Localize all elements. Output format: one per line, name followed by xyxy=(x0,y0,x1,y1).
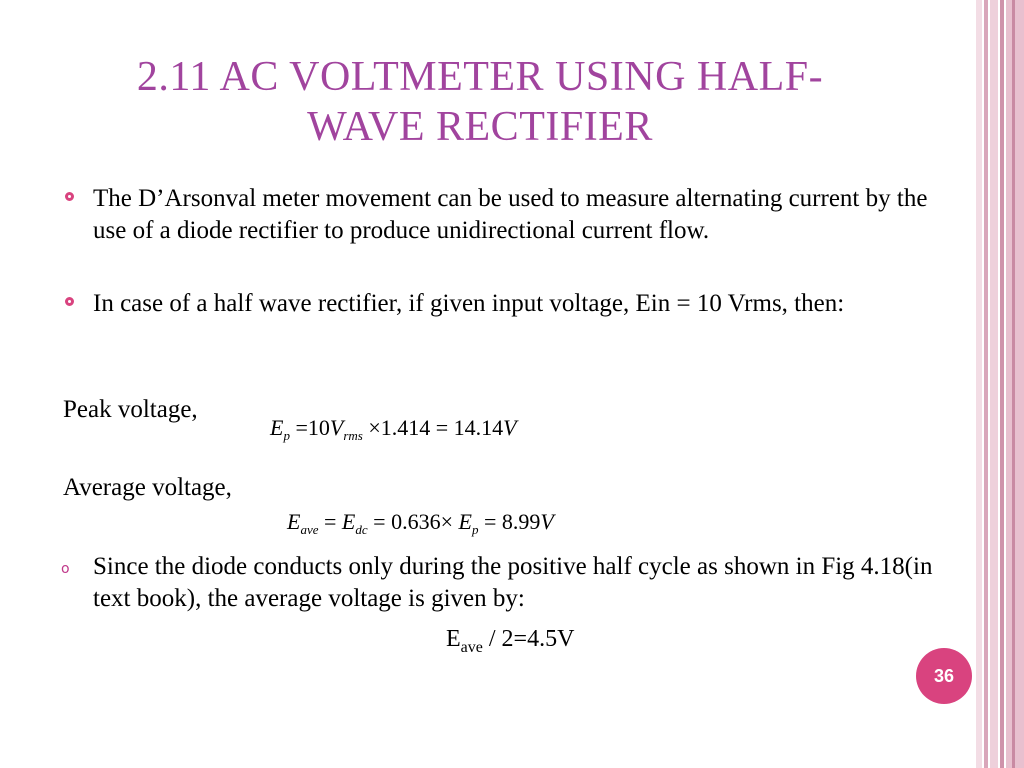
slide-title xyxy=(60,52,900,152)
bullet-item-3 xyxy=(61,551,933,615)
eq-text: = xyxy=(289,415,308,440)
eq-symbol: E xyxy=(458,509,472,534)
stripe xyxy=(984,0,988,768)
eq-subscript: ave xyxy=(300,522,319,537)
bullet-item-2 xyxy=(93,288,933,320)
page-number: 36 xyxy=(933,665,955,686)
slide-title-line1: 2.11 AC VOLTMETER USING HALF- xyxy=(136,54,824,100)
eq-text: = 0.636× xyxy=(367,509,459,534)
decorative-stripes xyxy=(976,0,1024,768)
eq-text: ×1.414 = 14.14 xyxy=(362,415,504,440)
final-equation xyxy=(446,624,574,654)
stripe xyxy=(1012,0,1015,768)
ring-bullet-icon xyxy=(65,297,74,306)
page-number-badge xyxy=(916,648,972,704)
eq-symbol: V xyxy=(503,415,517,440)
eq-subscript: p xyxy=(283,428,290,443)
average-voltage-equation xyxy=(287,508,554,536)
small-ring-bullet-icon: o xyxy=(61,561,70,577)
eq-subscript: ave xyxy=(460,639,483,656)
eq-symbol: E xyxy=(287,509,301,534)
ring-bullet-icon xyxy=(65,192,74,201)
stripe xyxy=(990,0,998,768)
eq-symbol: V xyxy=(540,509,554,534)
peak-voltage-equation xyxy=(270,414,517,442)
stripe xyxy=(1006,0,1024,768)
eq-subscript: dc xyxy=(355,522,368,537)
bullet-item-1 xyxy=(93,183,933,247)
stripe xyxy=(976,0,982,768)
bullet-text: In case of a half wave rectifier, if given input voltage, Ein = 10 Vrms, then: xyxy=(93,290,845,317)
eq-text: 10 xyxy=(307,415,330,440)
average-voltage-label: Average voltage, xyxy=(63,474,232,501)
peak-voltage-label: Peak voltage, xyxy=(63,396,198,423)
eq-text: / 2=4.5V xyxy=(482,626,575,652)
eq-subscript: p xyxy=(471,522,479,537)
eq-symbol: E xyxy=(446,626,461,652)
slide-title-line2: WAVE RECTIFIER xyxy=(307,104,653,150)
stripe xyxy=(1000,0,1004,768)
eq-symbol: V xyxy=(329,415,344,440)
eq-symbol: E xyxy=(270,415,284,440)
eq-text: = xyxy=(318,509,342,534)
bullet-text: The D’Arsonval meter movement can be used to measure alternating current by the use of a diode rectifier to produce unidirectional current flow. xyxy=(93,185,928,244)
bullet-text: Since the diode conducts only during the positive half cycle as shown in Fig 4.18(in text book), the average voltage is given by: xyxy=(93,553,933,612)
eq-subscript: rms xyxy=(343,428,363,443)
eq-text: = 8.99 xyxy=(478,509,541,534)
eq-symbol: E xyxy=(341,509,356,534)
